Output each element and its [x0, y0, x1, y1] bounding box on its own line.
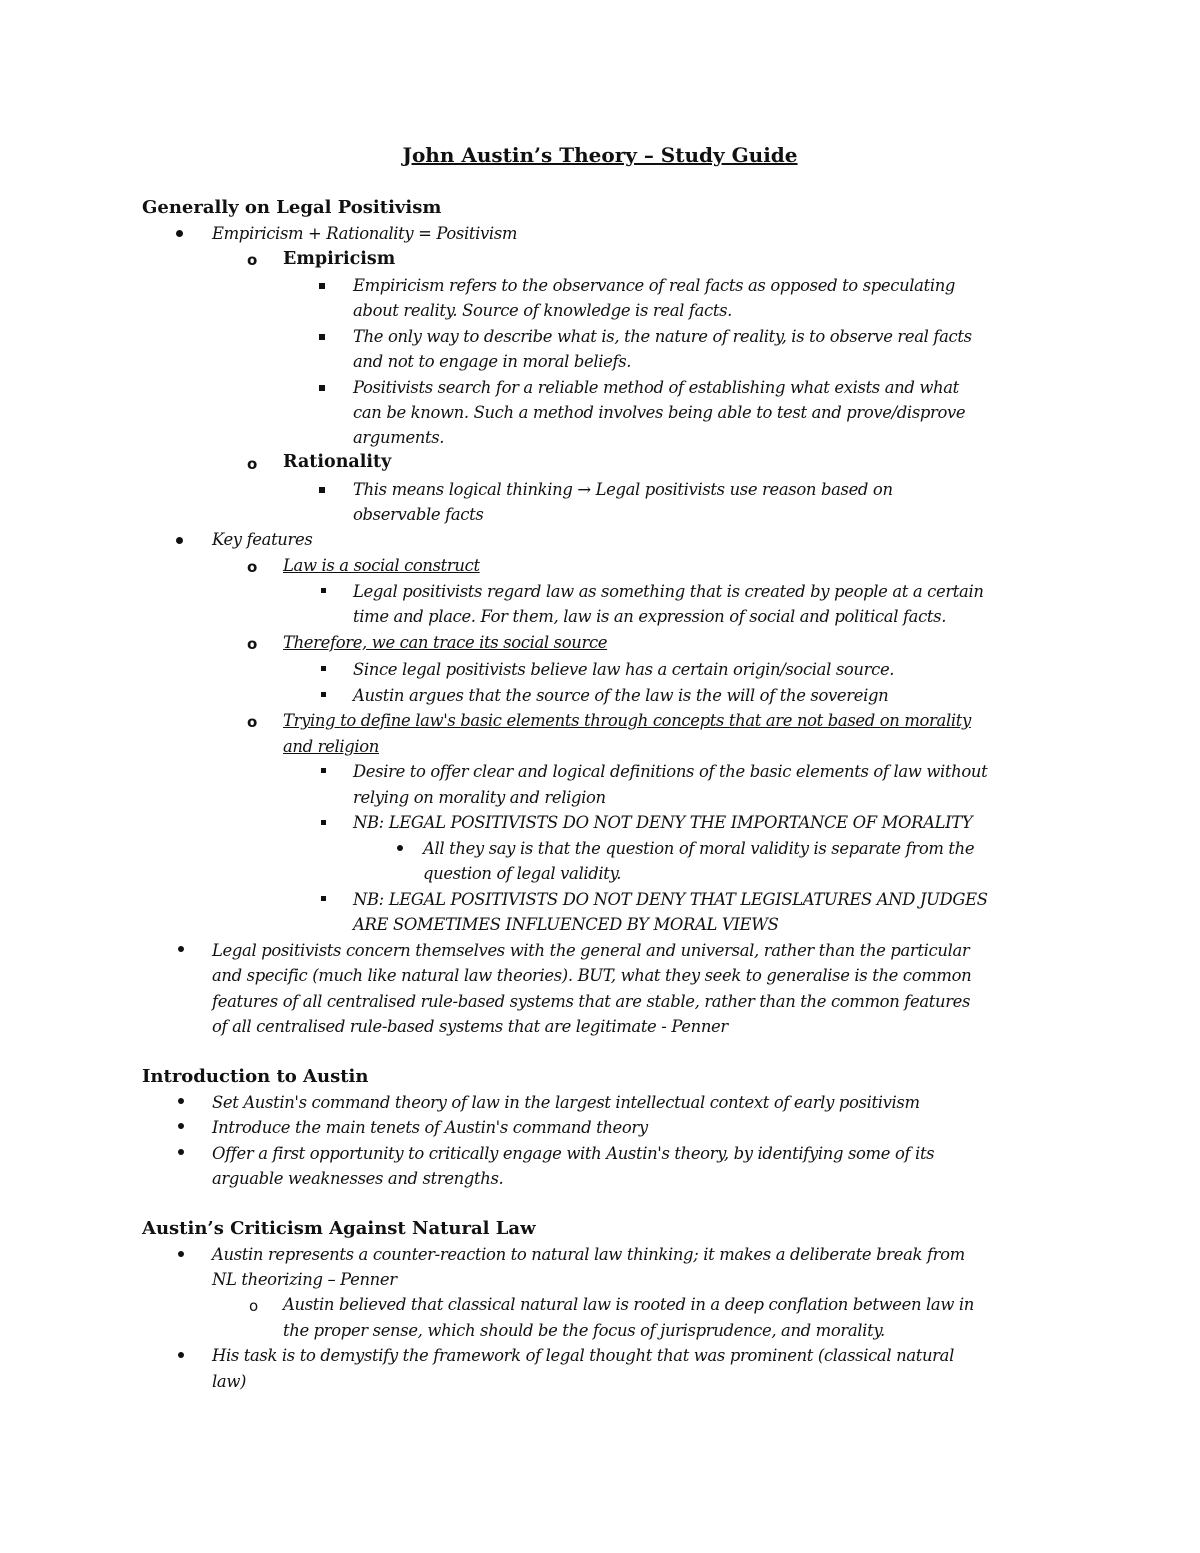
list-item-continuation: observable facts [353, 505, 484, 524]
bullet-square-icon [321, 896, 326, 901]
list-item-continuation: ARE SOMETIMES INFLUENCED BY MORAL VIEWS [353, 915, 779, 934]
list-item: All they say is that the question of moral validity is separate from the [423, 839, 975, 858]
bullet-o-icon: o [247, 251, 258, 269]
list-item-continuation: the proper sense, which should be the focus of jurisprudence, and morality. [283, 1321, 885, 1340]
subheading-empiricism: Empiricism [283, 249, 396, 269]
list-item: Empiricism + Rationality = Positivism [212, 224, 518, 243]
bullet-disc-icon [178, 1149, 184, 1155]
bullet-o-icon: o [247, 713, 258, 731]
bullet-o-icon: o [249, 1297, 259, 1315]
bullet-square-icon [321, 666, 326, 671]
bullet-o-icon: o [247, 635, 258, 653]
list-item: Introduce the main tenets of Austin's command theory [212, 1118, 648, 1137]
list-item: Trying to define law's basic elements through concepts that are not based on morality [283, 711, 971, 730]
list-item: His task is to demystify the framework of legal thought that was prominent (classical natural [212, 1346, 954, 1365]
bullet-square-icon [321, 692, 326, 697]
bullet-o-icon: o [247, 558, 258, 576]
list-item: Key features [212, 530, 313, 549]
bullet-o-icon: o [247, 455, 258, 473]
list-item-continuation: question of legal validity. [423, 864, 622, 883]
bullet-square-icon [321, 820, 326, 825]
bullet-disc-icon [178, 1098, 184, 1104]
list-item-continuation: and not to engage in moral beliefs. [353, 352, 632, 371]
list-item: Austin believed that classical natural law is rooted in a deep conflation between law in [283, 1295, 974, 1314]
list-item-continuation: about reality. Source of knowledge is real facts. [353, 301, 733, 320]
list-item-continuation: features of all centralised rule-based systems that are stable, rather than the common features [212, 992, 971, 1011]
document-title: John Austin’s Theory – Study Guide [402, 143, 798, 167]
list-item: The only way to describe what is, the nature of reality, is to observe real facts [353, 327, 972, 346]
list-item: Since legal positivists believe law has a certain origin/social source. [353, 660, 895, 679]
list-item: Empiricism refers to the observance of real facts as opposed to speculating [353, 276, 956, 295]
list-item: NB: LEGAL POSITIVISTS DO NOT DENY THE IMPORTANCE OF MORALITY [353, 813, 973, 832]
list-item: Austin represents a counter-reaction to natural law thinking; it makes a deliberate break from [212, 1245, 965, 1264]
list-item-continuation: can be known. Such a method involves being able to test and prove/disprove [353, 403, 966, 422]
list-item: Positivists search for a reliable method of establishing what exists and what [353, 378, 959, 397]
bullet-square-icon [319, 487, 325, 493]
list-item: Offer a first opportunity to critically engage with Austin's theory, by identifying some of its [212, 1144, 935, 1163]
list-item: Legal positivists regard law as something that is created by people at a certain [353, 582, 984, 601]
list-item-continuation: and religion [283, 737, 380, 756]
bullet-disc-icon [397, 845, 403, 851]
list-item-continuation: time and place. For them, law is an expression of social and political facts. [353, 607, 947, 626]
section-heading-criticism: Austin’s Criticism Against Natural Law [142, 1218, 536, 1239]
bullet-disc-icon [176, 230, 183, 237]
list-item: Therefore, we can trace its social source [283, 633, 608, 652]
bullet-disc-icon [178, 1352, 184, 1358]
list-item-continuation: NL theorizing – Penner [212, 1270, 397, 1289]
bullet-square-icon [321, 588, 326, 593]
list-item: This means logical thinking → Legal positivists use reason based on [353, 480, 893, 499]
bullet-disc-icon [178, 1123, 184, 1129]
bullet-disc-icon [178, 946, 184, 952]
list-item-continuation: and specific (much like natural law theories). BUT, what they seek to generalise is the common [212, 966, 972, 985]
list-item: Set Austin's command theory of law in the largest intellectual context of early positivism [212, 1093, 920, 1112]
subheading-rationality: Rationality [283, 452, 392, 472]
bullet-square-icon [319, 334, 325, 340]
list-item-continuation: arguable weaknesses and strengths. [212, 1169, 504, 1188]
bullet-square-icon [319, 385, 325, 391]
section-heading-legal-positivism: Generally on Legal Positivism [142, 197, 442, 218]
bullet-disc-icon [178, 1251, 184, 1257]
bullet-square-icon [319, 283, 325, 289]
section-heading-introduction: Introduction to Austin [142, 1066, 369, 1087]
bullet-square-icon [321, 768, 326, 773]
list-item: Austin argues that the source of the law is the will of the sovereign [353, 686, 889, 705]
list-item: Desire to offer clear and logical definitions of the basic elements of law without [353, 762, 988, 781]
bullet-disc-icon [176, 537, 183, 544]
list-item: Law is a social construct [283, 556, 480, 575]
list-item: Legal positivists concern themselves with the general and universal, rather than the particular [212, 941, 970, 960]
list-item-continuation: relying on morality and religion [353, 788, 606, 807]
list-item-continuation: law) [212, 1372, 247, 1391]
list-item-continuation: arguments. [353, 428, 445, 447]
list-item: NB: LEGAL POSITIVISTS DO NOT DENY THAT LEGISLATURES AND JUDGES [353, 890, 988, 909]
list-item-continuation: of all centralised rule-based systems that are legitimate - Penner [212, 1017, 728, 1036]
